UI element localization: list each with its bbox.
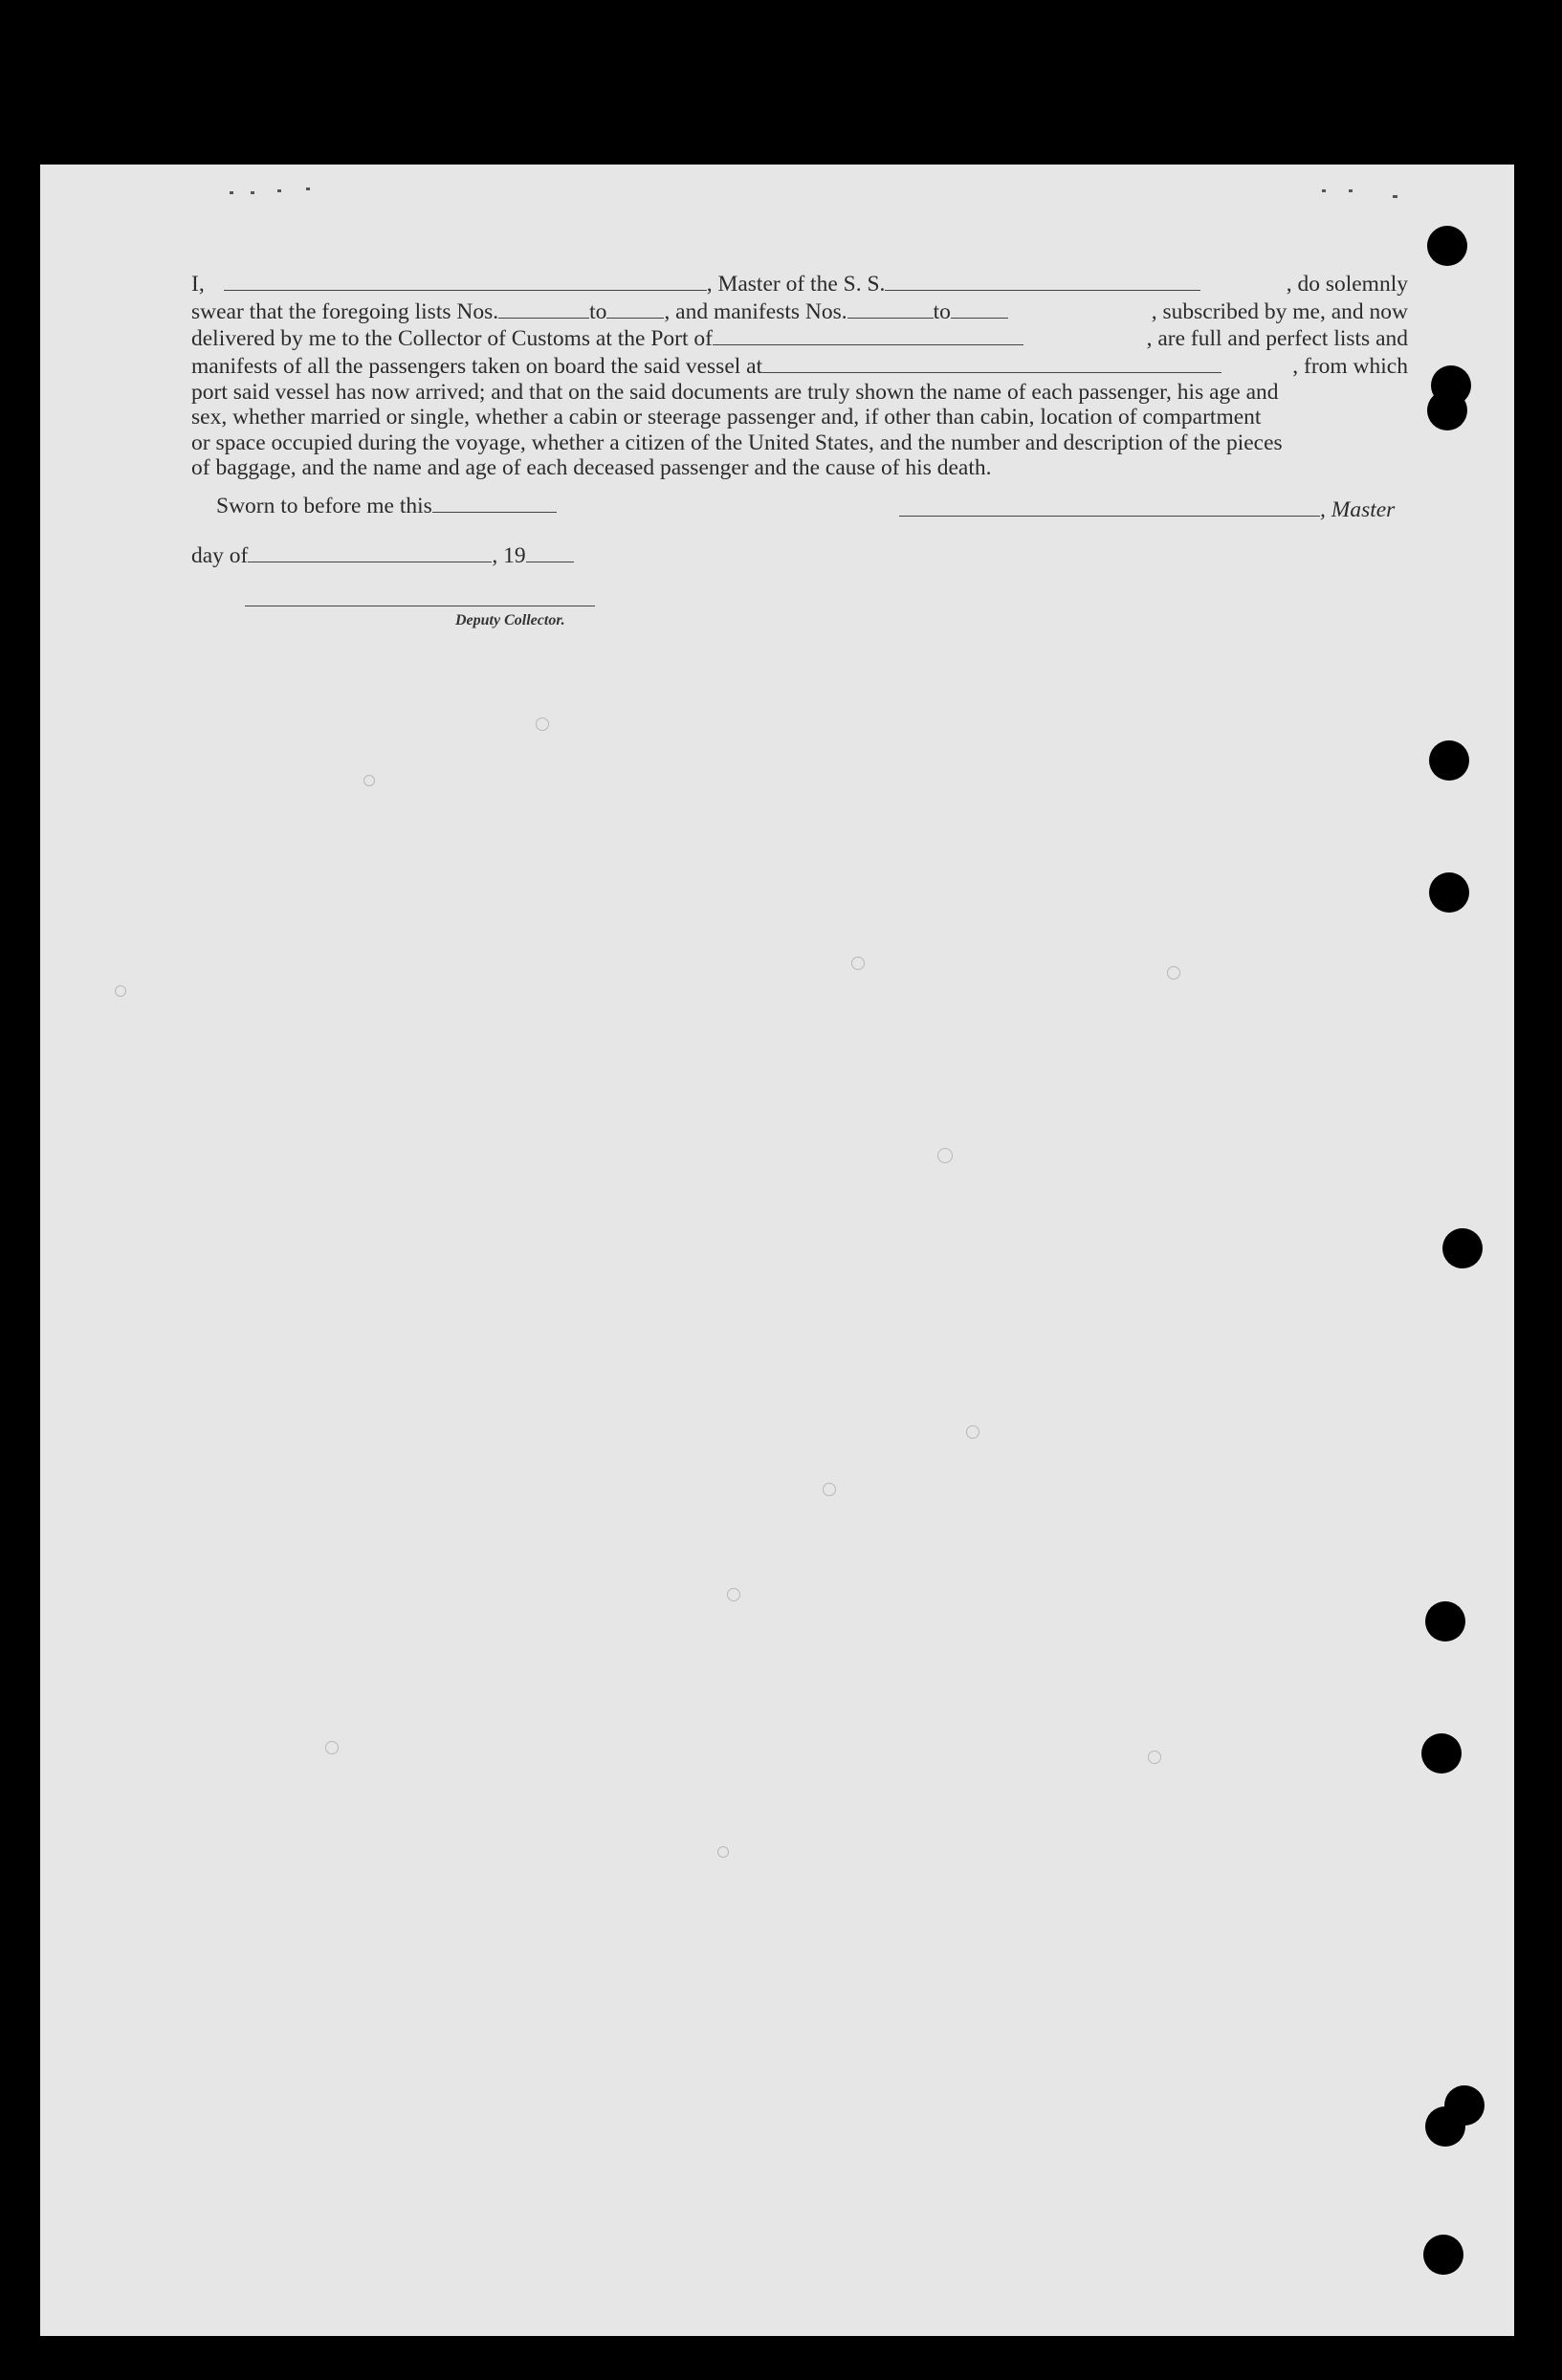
scan-mark <box>251 191 254 194</box>
lists-to-blank[interactable] <box>606 298 664 319</box>
embarkation-port-blank[interactable] <box>762 352 1221 373</box>
month-blank[interactable] <box>248 541 492 562</box>
paper-speck <box>851 957 865 970</box>
day-of-line <box>191 541 574 569</box>
paper-speck <box>823 1483 836 1496</box>
scan-mark <box>1393 195 1397 198</box>
oath-line-6 <box>191 405 1408 430</box>
oath-text: , subscribed by me, and now <box>1151 298 1408 324</box>
oath-text: or space occupied during the voyage, whether a citizen of the United States, and the number and description of the pieces <box>191 430 1283 455</box>
day-of-text: day of <box>191 543 249 569</box>
oath-line-7 <box>191 430 1408 456</box>
paper-speck <box>937 1148 953 1163</box>
oath-text: , are full and perfect lists and <box>1146 326 1408 352</box>
scan-mark <box>230 191 233 194</box>
oath-paragraph <box>191 270 1408 481</box>
manifests-to-blank[interactable] <box>951 298 1008 319</box>
paper-speck <box>1148 1751 1161 1764</box>
year-prefix: , 19 <box>492 543 526 569</box>
punch-hole <box>1423 2235 1463 2275</box>
master-signature-line <box>899 496 1395 523</box>
oath-text: , from which <box>1292 354 1408 380</box>
oath-text: , do solemnly <box>1286 272 1408 298</box>
deputy-collector-label: Deputy Collector. <box>455 612 565 628</box>
paper-speck <box>363 775 375 786</box>
scan-mark <box>277 189 281 192</box>
oath-text: , Master of the S. S. <box>706 272 886 298</box>
manifests-from-blank[interactable] <box>847 298 934 319</box>
master-signature-blank[interactable] <box>899 496 1320 517</box>
oath-line-1 <box>191 270 1408 298</box>
punch-hole <box>1429 740 1469 781</box>
oath-text: sex, whether married or single, whether a cabin or steerage passenger and, if other than cabin, location of compartment <box>191 405 1262 430</box>
punch-hole <box>1421 1733 1462 1774</box>
sworn-line <box>216 492 557 519</box>
port-blank[interactable] <box>713 324 1023 345</box>
oath-text: manifests of all the passengers taken on board the said vessel at <box>191 354 763 380</box>
year-blank[interactable] <box>526 541 574 562</box>
oath-text: , and manifests Nos. <box>664 298 847 324</box>
oath-text: to <box>589 298 607 324</box>
punch-hole <box>1442 1228 1483 1268</box>
sworn-day-blank[interactable] <box>432 492 557 513</box>
punch-hole <box>1429 872 1469 913</box>
oath-line-2 <box>191 298 1408 325</box>
punch-hole <box>1427 390 1467 430</box>
lists-from-blank[interactable] <box>498 298 589 319</box>
paper-speck <box>536 717 549 731</box>
oath-line-8 <box>191 455 1408 481</box>
sworn-text: Sworn to before me this <box>216 494 432 519</box>
punch-hole <box>1425 2106 1465 2147</box>
scan-mark <box>306 187 310 190</box>
paper-speck <box>727 1588 740 1601</box>
oath-line-3 <box>191 324 1408 352</box>
master-label: , Master <box>1320 497 1396 523</box>
punch-hole <box>1427 226 1467 266</box>
oath-text: port said vessel has now arrived; and that on the said documents are truly shown the name of each passenger, his age and <box>191 379 1279 405</box>
ship-name-blank[interactable] <box>885 270 1200 291</box>
oath-text: of baggage, and the name and age of each deceased passenger and the cause of his death. <box>191 455 992 481</box>
scan-mark <box>1322 189 1326 192</box>
oath-text: I, <box>191 272 205 298</box>
scan-mark <box>1349 189 1353 192</box>
oath-line-4 <box>191 352 1408 380</box>
oath-text: to <box>933 298 951 324</box>
oath-text: delivered by me to the Collector of Customs at the Port of <box>191 326 713 352</box>
paper-speck <box>1167 966 1180 980</box>
punch-hole <box>1425 1601 1465 1642</box>
oath-text: swear that the foregoing lists Nos. <box>191 298 499 324</box>
form-page <box>40 165 1514 2336</box>
paper-speck <box>717 1846 729 1858</box>
paper-speck <box>115 985 126 997</box>
master-name-blank[interactable] <box>224 270 707 291</box>
paper-speck <box>966 1425 979 1439</box>
oath-line-5 <box>191 380 1408 406</box>
paper-speck <box>325 1741 339 1754</box>
